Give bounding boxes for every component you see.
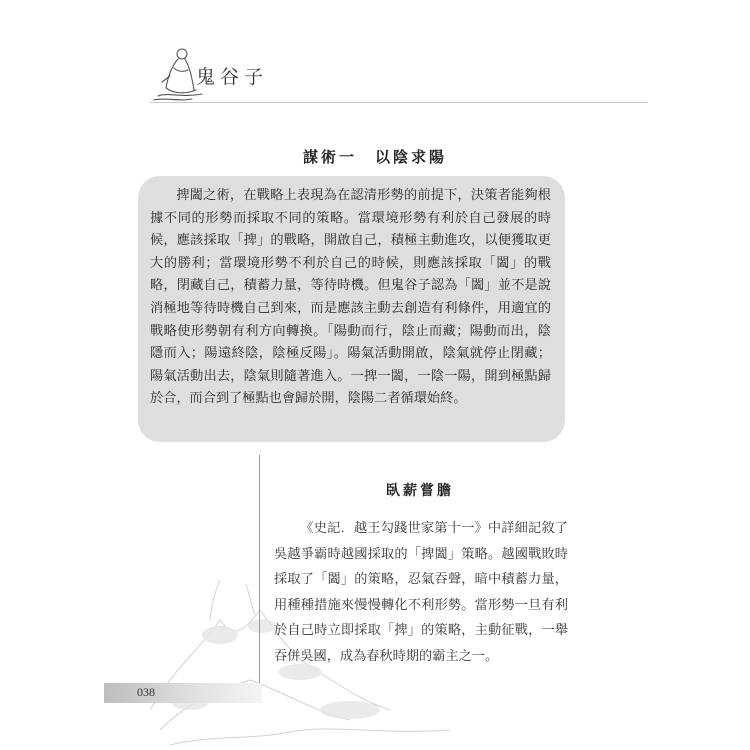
page-number: 038 bbox=[137, 685, 155, 699]
summary-box bbox=[138, 176, 565, 442]
summary-text: 捭闔之術，在戰略上表現為在認清形勢的前提下，決策者能夠根據不同的形勢而採取不同的策略。當環境形勢有利於自己發展的時候，應該採取「捭」的戰略，開啟自己，積極主動進攻，以便獲取更大的勝利；當環境形勢不利於自己的時候，則應該採取「闔」的戰略，閉藏自己，積蓄力量，等待時機。但鬼谷子認為「闔」並不是說消極地等待時機自己到來，而是應該主動去創造有利條件，用適宜的戰略使形勢朝有利方向轉換。「陽動而行，陰止而藏；陽動而出，陰隱而入；陽遠終陰，陰極反陽」。陽氣活動開啟，陰氣就停止閉藏；陽氣活動出去，陰氣則隨著進入。一捭一闔，一陰一陽，開到極點歸於合，而合到了極點也會歸於開，陰陽二者循環始終。 bbox=[150, 188, 551, 407]
story-body: 《史記．越王勾踐世家第十一》中詳細記敘了吳越爭霸時越國採取的「捭闔」策略。越國戰敗時採取了「闔」的策略，忍氣吞聲，暗中積蓄力量，用種種措施來慢慢轉化不利形勢。當形勢一旦有利於自己時立即採取「捭」的策略，主動征戰，一舉吞併吳國，成為春秋時期的霸主之一。 bbox=[274, 521, 568, 664]
column-divider bbox=[259, 455, 260, 690]
section-title: 謀術一 以陰求陽 bbox=[302, 148, 447, 166]
page-number-bar bbox=[104, 683, 262, 703]
story-title: 臥薪嘗膽 bbox=[386, 483, 454, 499]
book-title: 鬼谷子 bbox=[196, 66, 269, 88]
header-divider bbox=[150, 102, 648, 103]
